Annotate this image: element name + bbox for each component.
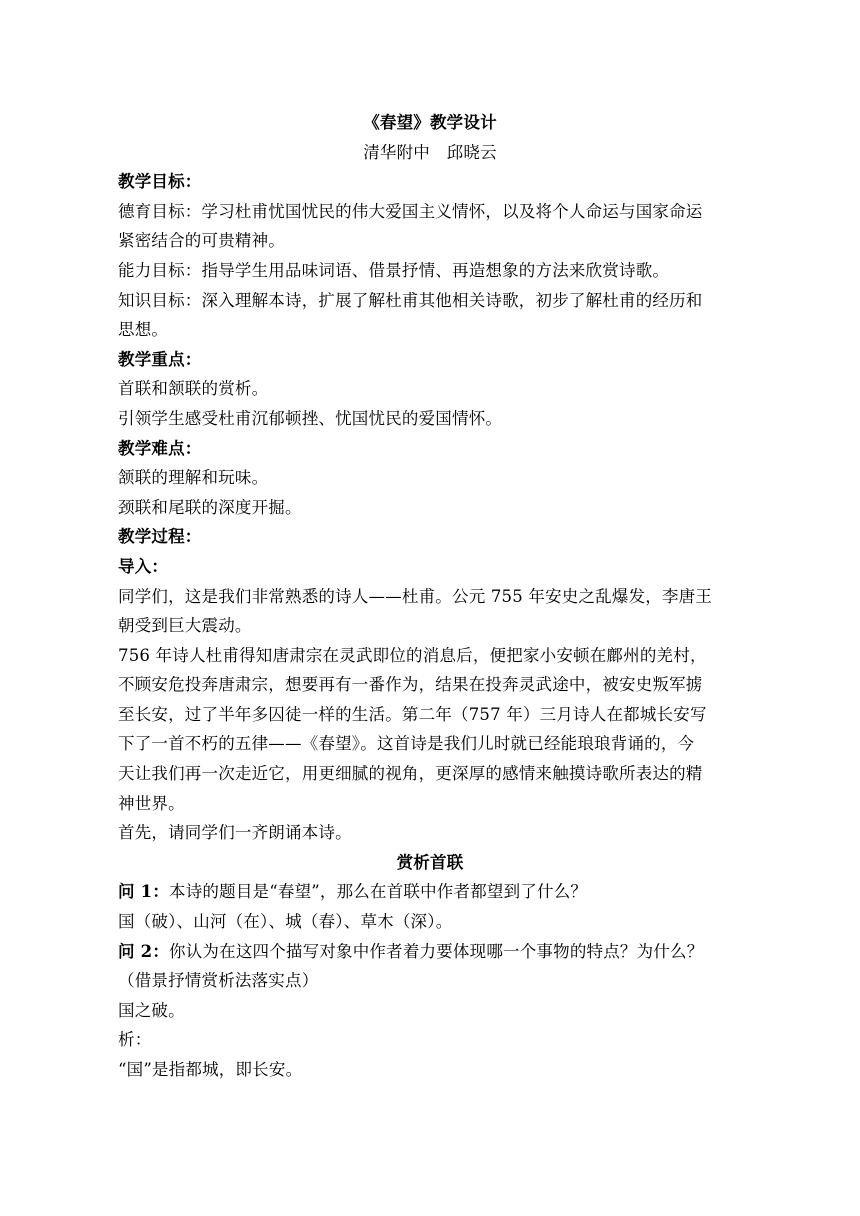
goal-moral-line-2: 紧密结合的可贵精神。 (118, 231, 285, 251)
intro-paragraph-3: 首先，请同学们一齐朗诵本诗。 (118, 823, 352, 843)
goals-heading: 教学目标： (118, 172, 202, 192)
question-1-text: 本诗的题目是“春望”，那么在首联中作者都望到了什么？ (169, 882, 588, 902)
analysis-line-1: “国”是指都城，即长安。 (118, 1060, 303, 1079)
doc-author: 清华附中 邱晓云 (363, 142, 497, 162)
intro-paragraph-2-line-2: 不顾安危投奔唐肃宗，想要再有一番作为，结果在投奔灵武途中，被安史叛军掳 (118, 675, 703, 695)
intro-paragraph-1-line-2: 朝受到巨大震动。 (118, 616, 252, 636)
section-heading-shouxian: 赏析首联 (396, 852, 464, 872)
intro-paragraph-2-line-1: 756 年诗人杜甫得知唐肃宗在灵武即位的消息后，便把家小安顿在鄜州的羌村， (118, 645, 707, 665)
goal-ability: 能力目标：指导学生用品味词语、借景抒情、再造想象的方法来欣赏诗歌。 (118, 260, 670, 280)
question-1 (118, 877, 742, 907)
difficult-point-2: 颈联和尾联的深度开掘。 (118, 497, 302, 517)
answer-2: 国之破。 (118, 1000, 185, 1020)
key-points-heading: 教学重点： (118, 349, 202, 369)
key-point-2: 引领学生感受杜甫沉郁顿挫、忧国忧民的爱国情怀。 (118, 408, 503, 428)
difficult-point-1: 颔联的理解和玩味。 (118, 468, 269, 488)
goal-knowledge-line-2: 思想。 (118, 320, 169, 340)
intro-paragraph-2-line-3: 至长安，过了半年多囚徒一样的生活。第二年（757 年）三月诗人在都城长安写 (118, 704, 707, 724)
intro-paragraph-2-line-6: 神世界。 (118, 793, 185, 813)
analysis-label: 析： (118, 1030, 152, 1050)
process-heading: 教学过程： (118, 527, 202, 547)
question-2-note: （借景抒情赏析法落实点） (118, 971, 319, 991)
intro-heading: 导入： (118, 556, 169, 576)
question-2-text: 你认为在这四个描写对象中作者着力要体现哪一个事物的特点？为什么？ (169, 941, 704, 961)
goal-knowledge-line-1: 知识目标：深入理解本诗，扩展了解杜甫其他相关诗歌，初步了解杜甫的经历和 (118, 290, 703, 310)
question-2 (118, 937, 742, 967)
key-point-1: 首联和颔联的赏析。 (118, 379, 269, 399)
intro-paragraph-2-line-4: 下了一首不朽的五律——《春望》。这首诗是我们儿时就已经能琅琅背诵的，今 (118, 734, 695, 754)
doc-title: 《春望》教学设计 (363, 113, 497, 132)
question-2-label: 问 2： (118, 941, 170, 961)
answer-1: 国（破）、山河（在）、城（春）、草木（深）。 (118, 912, 453, 932)
intro-paragraph-2-line-5: 天让我们再一次走近它，用更细腻的视角，更深厚的感情来触摸诗歌所表达的精 (118, 764, 703, 784)
goal-moral-line-1: 德育目标：学习杜甫忧国忧民的伟大爱国主义情怀，以及将个人命运与国家命运 (118, 201, 703, 221)
difficult-points-heading: 教学难点： (118, 438, 202, 458)
question-1-label: 问 1： (118, 882, 170, 902)
intro-paragraph-1-line-1: 同学们，这是我们非常熟悉的诗人——杜甫。公元 755 年安史之乱爆发，李唐王 (118, 586, 713, 606)
document-page (118, 108, 742, 1085)
